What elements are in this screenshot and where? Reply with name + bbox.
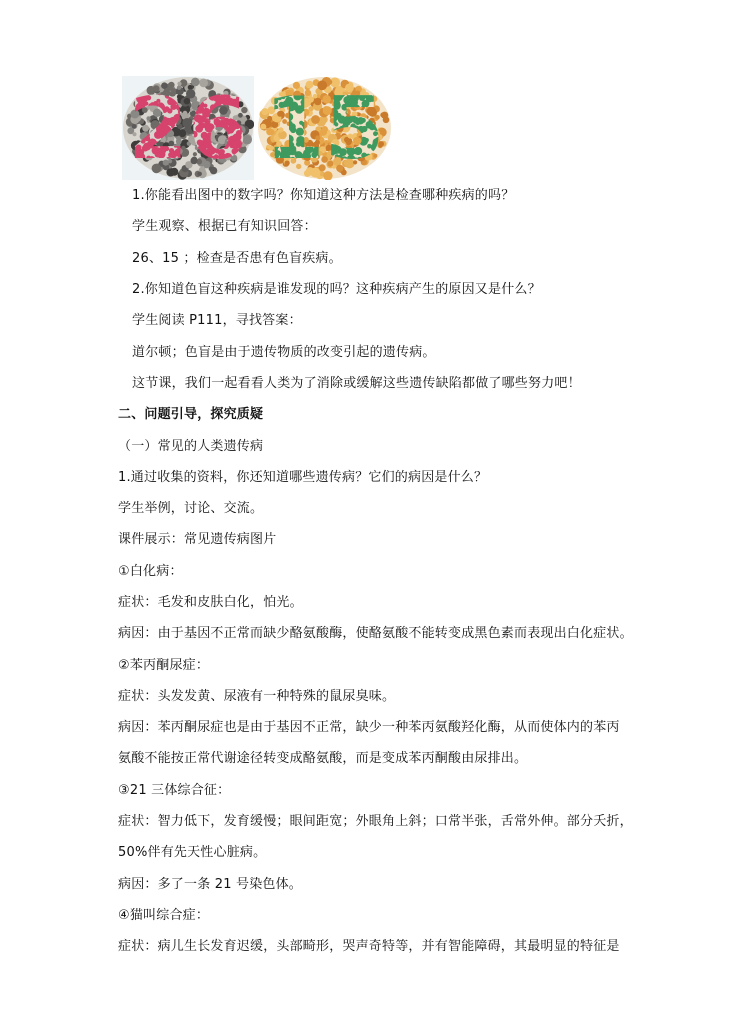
text-line-25: 症状：病儿生长发育迟缓，头部畸形，哭声奇特等，并有智能障碍，其最明显的特征是	[118, 939, 620, 954]
plate-number-dot	[366, 108, 372, 114]
plate-number-dot	[232, 156, 236, 160]
plate-number-dot	[267, 139, 275, 147]
plate-number-dot	[138, 93, 144, 99]
plate-number-dot	[139, 118, 145, 124]
plate-number-dot	[222, 157, 229, 164]
plate-number-dot	[341, 104, 348, 111]
plate-number-dot	[354, 118, 359, 123]
plate-number-dot	[332, 105, 337, 110]
plate-number-dot	[331, 115, 337, 121]
plate-number-dot	[188, 145, 195, 152]
ishihara-plate-26	[122, 76, 254, 180]
plate-number-dot	[205, 125, 213, 133]
plate-number-dot	[352, 172, 359, 179]
plate-number-dot	[206, 85, 215, 94]
plate-number-dot	[221, 168, 229, 176]
text-line-23: 病因：多了一条 21 号染色体。	[118, 877, 303, 892]
text-line-11: 学生举例，讨论、交流。	[118, 501, 264, 516]
plate-number-dot	[167, 118, 175, 126]
plate-number-dot	[209, 148, 216, 155]
plate-number-dot	[285, 113, 294, 122]
plate-number-dot	[189, 164, 196, 171]
plate-number-dot	[388, 177, 392, 180]
plate-number-dot	[274, 83, 280, 89]
plate-number-dot	[261, 84, 267, 90]
plate-number-dot	[302, 76, 307, 81]
plate-number-dot	[258, 164, 264, 170]
plate-number-dot	[292, 172, 297, 177]
plate-number-dot	[232, 90, 236, 94]
plate-number-dot	[129, 132, 135, 138]
plate-number-dot	[386, 97, 392, 103]
plate-number-dot	[231, 85, 235, 89]
plate-number-dot	[182, 122, 191, 131]
plate-number-dot	[257, 103, 261, 110]
plate-number-dot	[314, 146, 320, 152]
plate-number-dot	[257, 100, 262, 105]
plate-number-dot	[197, 140, 203, 146]
text-line-6: 道尔顿；色盲是由于遗传物质的改变引起的遗传病。	[132, 345, 436, 360]
ishihara-plate-15	[257, 76, 392, 180]
plate-number-dot	[339, 91, 345, 97]
plate-number-dot	[213, 108, 218, 113]
plate-number-dot	[278, 172, 282, 176]
plate-number-dot	[328, 97, 333, 102]
plate-number-dot	[293, 92, 302, 101]
text-line-1: 1.你能看出图中的数字吗？你知道这种方法是检查哪种疾病的吗？	[132, 188, 515, 203]
plate-number-dot	[201, 150, 209, 158]
plate-number-dot	[312, 116, 317, 121]
plate-number-dot	[313, 78, 318, 83]
plate-number-dot	[339, 148, 347, 156]
plate-number-dot	[366, 121, 374, 129]
plate-number-dot	[332, 120, 337, 125]
plate-number-dot	[332, 129, 338, 135]
plate-number-dot	[153, 101, 158, 106]
text-line-14: 症状：毛发和皮肤白化，怕光。	[118, 595, 303, 610]
plate-number-dot	[257, 76, 262, 82]
plate-number-dot	[140, 114, 145, 119]
plate-number-dot	[175, 158, 182, 165]
plate-number-dot	[146, 95, 151, 100]
plate-number-dot	[289, 81, 297, 89]
plate-number-dot	[381, 150, 389, 158]
plate-number-dot	[353, 87, 357, 91]
plate-number-dot	[303, 89, 309, 95]
plate-number-dot	[314, 108, 319, 113]
plate-number-dot	[201, 171, 207, 177]
plate-number-dot	[179, 150, 185, 156]
plate-number-dot	[373, 92, 382, 101]
plate-number-dot	[219, 108, 228, 117]
plate-number-dot	[156, 163, 164, 171]
plate-number-dot	[211, 130, 218, 137]
text-line-5: 学生阅读 P111，寻找答案：	[132, 313, 302, 328]
plate-number-dot	[374, 104, 382, 112]
plate-number-dot	[176, 83, 182, 89]
plate-number-dot	[373, 139, 380, 146]
plate-number-dot	[273, 89, 281, 97]
plate-number-dot	[267, 79, 274, 86]
plate-number-dot	[194, 106, 199, 111]
plate-number-dot	[285, 160, 291, 166]
plate-number-dot	[306, 168, 314, 176]
plate-number-dot	[153, 170, 158, 175]
plate-number-dot	[373, 123, 381, 131]
plate-number-dot	[383, 85, 387, 89]
plate-number-dot	[159, 143, 164, 148]
plate-number-dot	[232, 148, 239, 155]
text-line-4: 2.你知道色盲这种疾病是谁发现的吗？这种疾病产生的原因又是什么？	[132, 282, 541, 297]
plate-number-dot	[169, 148, 174, 153]
plate-number-dot	[226, 81, 231, 86]
plate-number-dot	[356, 90, 362, 96]
plate-number-dot	[282, 87, 287, 92]
plate-number-dot	[214, 118, 220, 124]
plate-number-dot	[216, 91, 220, 95]
plate-number-dot	[242, 105, 247, 110]
plate-number-dot	[232, 164, 236, 168]
plate-number-dot	[165, 147, 170, 152]
plate-number-dot	[139, 100, 146, 107]
plate-number-dot	[181, 113, 186, 118]
plate-number-dot	[323, 117, 328, 122]
plate-number-dot	[263, 90, 267, 94]
plate-number-dot	[285, 167, 291, 173]
plate-number-dot	[354, 126, 359, 131]
plate-number-dot	[303, 99, 308, 104]
plate-number-dot	[216, 136, 224, 144]
plate-number-dot	[350, 79, 357, 86]
plate-number-dot	[387, 165, 393, 173]
plate-number-dot	[237, 171, 244, 178]
plate-number-dot	[266, 134, 271, 139]
plate-number-dot	[317, 81, 322, 86]
plate-number-dot	[378, 158, 385, 165]
plate-number-dot	[297, 152, 304, 159]
plate-number-dot	[335, 158, 343, 166]
plate-number-dot	[307, 126, 311, 130]
plate-number-dot	[315, 137, 319, 141]
text-line-17: 症状：头发发黄、尿液有一种特殊的鼠尿臭味。	[118, 689, 396, 704]
text-line-12: 课件展示：常见遗传病图片	[118, 532, 277, 547]
text-line-19: 氨酸不能按正常代谢途径转变成酪氨酸，而是变成苯丙酮酸由尿排出。	[118, 751, 528, 766]
plate-number-dot	[360, 78, 367, 85]
plate-number-dot	[305, 82, 310, 87]
text-line-10: 1.通过收集的资料，你还知道哪些遗传病？它们的病因是什么？	[118, 470, 488, 485]
plate-number-dot	[319, 159, 324, 164]
plate-number-dot	[149, 116, 157, 124]
plate-number-dot	[226, 99, 230, 103]
plate-number-dots	[122, 76, 254, 180]
plate-number-dot	[176, 121, 182, 127]
plate-number-dot	[196, 161, 200, 165]
text-line-20: ③21 三体综合征：	[118, 783, 231, 798]
plate-number-dot	[191, 131, 197, 137]
plate-number-dot	[389, 148, 393, 153]
plate-number-dot	[238, 151, 244, 157]
plate-number-dot	[172, 130, 177, 135]
plate-number-dot	[284, 82, 289, 87]
plate-number-dot	[205, 164, 209, 168]
plate-number-dot	[237, 140, 242, 145]
text-line-2: 学生观察、根据已有知识回答：	[132, 219, 317, 234]
plate-number-dot	[231, 141, 238, 148]
text-line-7: 这节课，我们一起看看人类为了消除或缓解这些遗传缺陷都做了哪些努力吧！	[132, 376, 581, 391]
plate-number-dot	[143, 143, 151, 151]
text-line-16: ②苯丙酮尿症：	[118, 658, 210, 673]
plate-number-dot	[385, 82, 389, 86]
plate-number-dot	[314, 128, 318, 132]
plate-number-dot	[165, 157, 171, 163]
plate-15-image	[257, 76, 392, 180]
plate-number-dot	[138, 85, 146, 93]
plate-number-dot	[179, 87, 187, 95]
plate-number-dot	[141, 124, 147, 130]
plate-number-dot	[325, 91, 332, 98]
plate-number-dot	[162, 133, 167, 138]
plate-number-dot	[356, 157, 363, 164]
plate-number-dot	[229, 78, 233, 82]
plate-number-dot	[239, 94, 247, 102]
plate-number-dot	[303, 152, 310, 159]
plate-number-dot	[348, 111, 356, 119]
text-line-3: 26、15 ；检查是否患有色盲疾病。	[132, 251, 342, 266]
plate-number-dot	[240, 126, 247, 133]
plate-number-dot	[128, 147, 133, 152]
plate-number-dot	[385, 83, 390, 88]
plate-number-dot	[313, 86, 317, 90]
plate-number-dot	[134, 129, 143, 138]
plate-number-dot	[384, 98, 392, 107]
plate-number-dot	[219, 149, 224, 154]
plate-number-dot	[342, 123, 348, 129]
plate-number-dot	[284, 105, 288, 109]
plate-number-dot	[226, 141, 231, 146]
plate-number-dot	[332, 144, 338, 150]
plate-number-dot	[197, 117, 204, 124]
plate-number-dot	[257, 87, 260, 92]
plate-number-dot	[330, 165, 336, 171]
text-line-21: 症状：智力低下，发育缓慢；眼间距宽；外眼角上斜；口常半张，舌常外伸。部分夭折，	[118, 814, 633, 829]
plate-number-dot	[269, 159, 274, 164]
plate-number-dot	[335, 170, 341, 176]
plate-number-dot	[166, 87, 174, 95]
plate-number-dot	[380, 173, 387, 180]
plate-number-dot	[382, 99, 389, 106]
text-line-15: 病因：由于基因不正常而缺少酪氨酸酶，使酪氨酸不能转变成黑色素而表现出白化症状。	[118, 626, 633, 641]
plate-number-dot	[148, 87, 153, 92]
plate-number-dot	[164, 106, 169, 111]
plate-number-dot	[276, 129, 280, 133]
plate-number-dot	[183, 156, 191, 164]
plate-number-dot	[182, 138, 190, 146]
text-line-13: ①白化病：	[118, 564, 183, 579]
plate-number-dot	[270, 122, 276, 128]
text-line-24: ④猫叫综合症：	[118, 908, 210, 923]
plate-number-dot	[321, 136, 326, 141]
plate-number-dot	[168, 130, 172, 134]
plate-number-dot	[257, 151, 262, 156]
plate-number-dot	[136, 145, 142, 151]
plate-number-dot	[146, 156, 151, 161]
plate-number-dot	[386, 95, 392, 104]
plate-number-dot	[140, 161, 145, 166]
plate-number-dot	[364, 154, 373, 163]
plate-number-dot	[259, 104, 265, 110]
plate-number-dot	[258, 88, 263, 93]
plate-number-dot	[277, 116, 282, 121]
plate-number-dot	[182, 164, 188, 170]
plate-number-dot	[133, 79, 138, 84]
plate-number-dot	[305, 110, 312, 117]
plate-number-dot	[275, 165, 279, 169]
plate-number-dot	[387, 155, 392, 161]
plate-number-dot	[220, 124, 228, 132]
plate-number-dot	[362, 140, 367, 145]
plate-number-dot	[178, 128, 182, 132]
plate-number-dot	[275, 150, 281, 156]
text-line-22: 50%伴有先天性心脏病。	[118, 845, 267, 860]
text-line-18: 病因：苯丙酮尿症也是由于基因不正常，缺少一种苯丙氨酸羟化酶，从而使体内的苯丙	[118, 720, 620, 735]
plate-number-dot	[210, 156, 216, 162]
plate-number-dot	[287, 90, 293, 96]
plate-number-dot	[279, 156, 284, 161]
plate-number-dot	[202, 109, 211, 118]
plate-number-dot	[132, 163, 137, 168]
plate-number-dot	[141, 138, 146, 143]
plate-number-dot	[237, 86, 242, 91]
plate-number-dot	[267, 110, 272, 115]
plate-number-dots	[257, 76, 392, 180]
plate-number-dot	[126, 112, 135, 121]
plate-number-dot	[261, 149, 266, 154]
plate-number-dot	[351, 163, 357, 169]
plate-number-dot	[191, 121, 195, 125]
plate-number-dot	[155, 105, 163, 113]
plate-number-dot	[384, 164, 391, 171]
plate-number-dot	[188, 92, 194, 98]
plate-number-dot	[333, 150, 337, 154]
plate-number-dot	[203, 92, 209, 98]
plate-number-dot	[343, 165, 349, 171]
plate-number-dot	[336, 83, 344, 91]
plate-number-dot	[280, 120, 286, 126]
plate-number-dot	[160, 83, 167, 90]
plate-number-dot	[284, 146, 292, 154]
plate-number-dot	[310, 120, 315, 125]
plate-number-dot	[379, 166, 384, 171]
plate-number-dot	[385, 99, 392, 106]
plate-number-dot	[333, 135, 337, 139]
plate-number-dot	[308, 160, 317, 169]
plate-number-dot	[209, 93, 217, 101]
plate-number-dot	[203, 104, 207, 108]
plate-number-dot	[178, 134, 183, 139]
plate-number-dot	[363, 167, 371, 175]
plate-number-dot	[176, 103, 184, 111]
plate-number-dot	[373, 131, 378, 136]
plate-number-dot	[259, 92, 263, 96]
plate-number-dot	[257, 157, 261, 163]
plate-number-dot	[257, 107, 261, 113]
plate-number-dot	[220, 94, 226, 100]
plate-number-dot	[168, 96, 176, 104]
plate-number-dot	[385, 163, 391, 169]
plate-number-dot	[234, 133, 241, 140]
plate-number-dot	[272, 107, 278, 113]
plate-number-dot	[215, 172, 220, 177]
plate-number-dot	[271, 151, 276, 156]
plate-number-dot	[238, 112, 243, 117]
plate-number-dot	[296, 136, 305, 145]
plate-number-dot	[384, 165, 389, 170]
plate-number-dot	[318, 104, 323, 109]
plate-number-dot	[301, 122, 306, 127]
plate-number-dot	[156, 147, 162, 153]
subsection-heading: （一）常见的人类遗传病	[118, 439, 264, 454]
plate-number-dot	[384, 76, 392, 84]
section-heading: 二、问题引导，探究质疑	[118, 407, 264, 422]
plate-number-dot	[349, 95, 354, 100]
color-blindness-test-plates	[122, 76, 392, 180]
plate-number-dot	[319, 96, 326, 103]
plate-number-dot	[291, 129, 295, 133]
plate-number-dot	[258, 165, 262, 169]
plate-number-dot	[134, 152, 143, 161]
plate-number-dot	[200, 123, 205, 128]
plate-number-dot	[282, 126, 288, 132]
plate-number-dot	[176, 142, 183, 149]
plate-number-dot	[371, 81, 379, 89]
plate-number-dot	[313, 100, 319, 106]
plate-number-dot	[296, 128, 304, 136]
plate-26-image	[122, 76, 254, 180]
plate-number-dot	[278, 132, 286, 140]
plate-number-dot	[286, 135, 294, 143]
plate-number-dot	[349, 145, 353, 149]
plate-number-dot	[356, 134, 360, 138]
plate-number-dot	[366, 94, 374, 102]
